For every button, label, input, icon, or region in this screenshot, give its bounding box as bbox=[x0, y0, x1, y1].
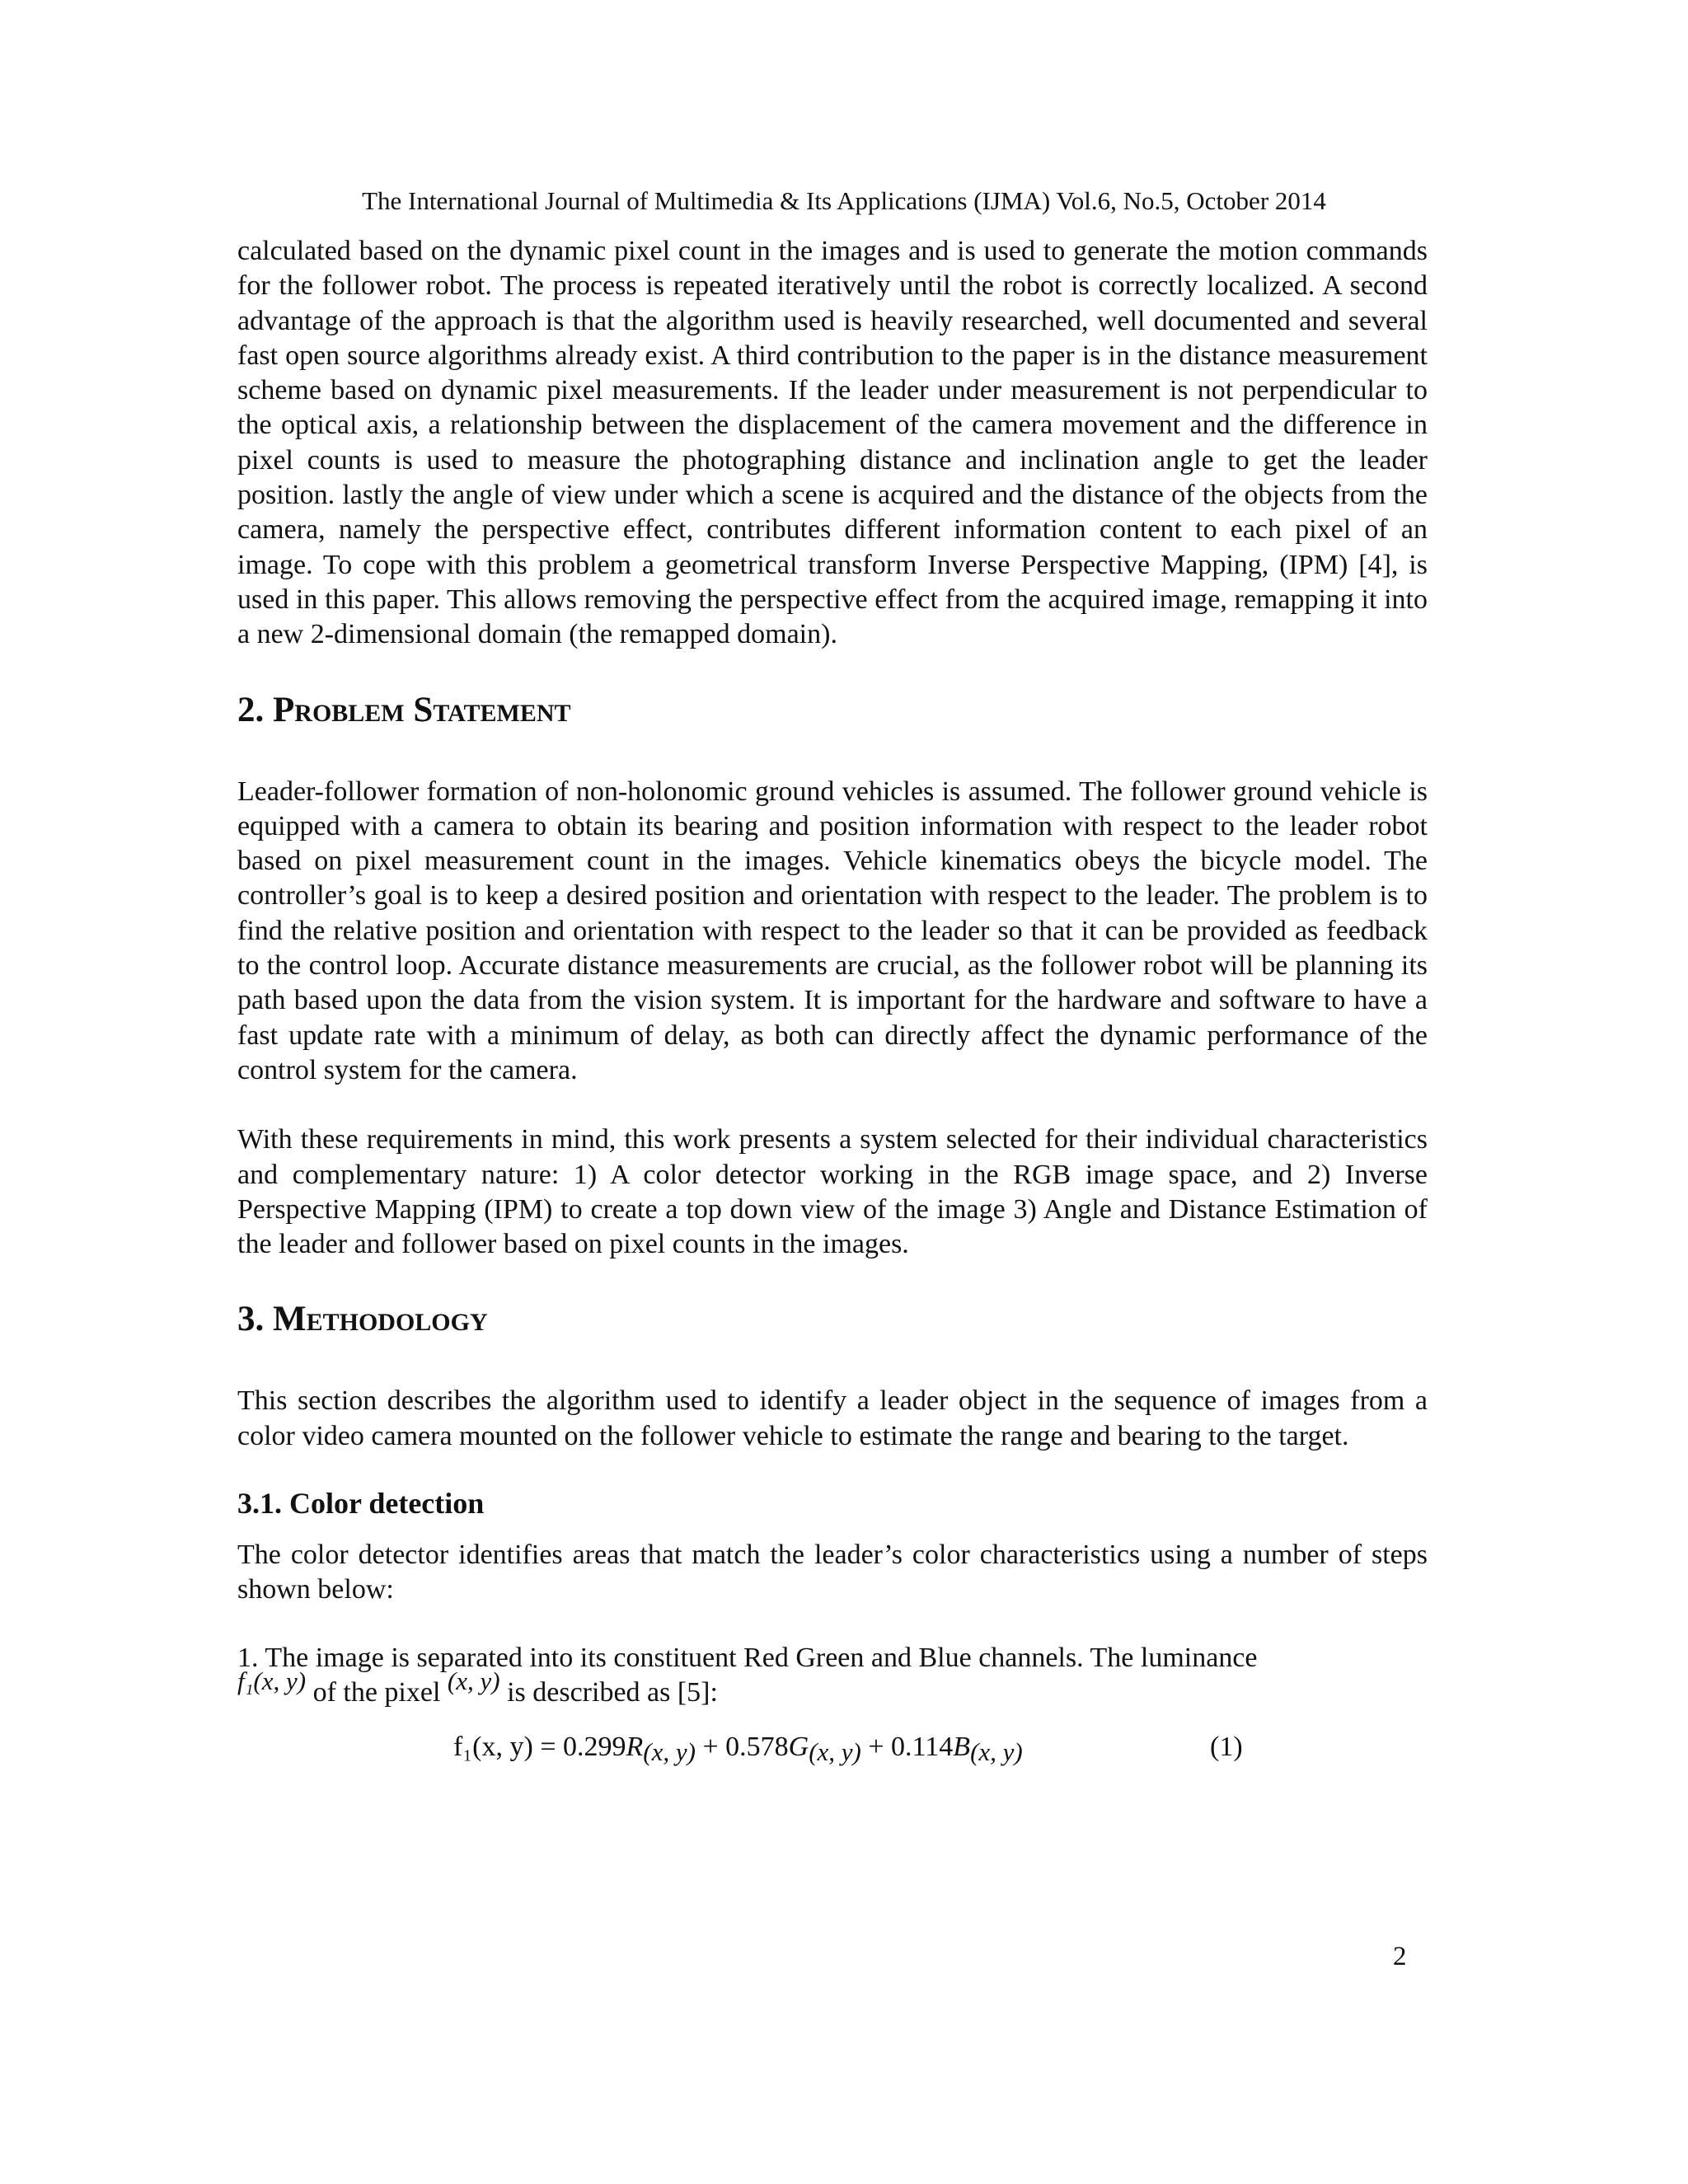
equation-number: (1) bbox=[1210, 1732, 1243, 1763]
color-detection-intro: The color detector identifies areas that match the leader’s color characteristics using a number of steps shown below: bbox=[237, 1540, 1428, 1605]
subsection-heading-color-detection: 3.1. Color detection bbox=[237, 1487, 485, 1521]
luminance-equation: f₁(x, $y) = 0.299R_{(x, y)} + 0.578G_{(x, y)} + 0.114B_{(x, y)}$ bbox=[453, 1732, 1023, 1767]
intro-continuation-paragraph: calculated based on the dynamic pixel count in the images and is used to generate the motion commands for the follower robot. The process is repeated iteratively until the robot is correctly localized. A second advantage of the approach is that the algorithm used is heavily researched, well documented and several fast open source algorithms already exist. A third contribution to the paper is in the distance measurement scheme based on dynamic pixel measurements. If the leader under measurement is not perpendicular to the optical axis, a relationship between the displacement of the camera movement and the difference in pixel counts is used to measure the photographing distance and inclination angle to get the leader position. lastly the angle of view under which a scene is acquired and the distance of the objects from the camera, namely the perspective effect, contributes different information content to each pixel of an image. To cope with this problem a geometrical transform Inverse Perspective Mapping, (IPM) [4], is used in this paper. This allows removing the perspective effect from the acquired image, remapping it into a new 2-dimensional domain (the remapped domain). bbox=[237, 236, 1428, 650]
luminance-symbol: f₁(x, y) bbox=[237, 1666, 307, 1695]
section-heading-problem-statement: 2. Problem Statement bbox=[237, 690, 571, 729]
body-column bbox=[237, 234, 1428, 1797]
section-number: 2. bbox=[237, 690, 265, 729]
page-number: 2 bbox=[1393, 1942, 1407, 1971]
color-detection-step-1: 1. The image is separated into its constituent Red Green and Blue channels. The luminance f₁(x, y) of the pixel (x, y) is described as [5]: bbox=[237, 1642, 1258, 1708]
methodology-paragraph: This section describes the algorithm used to identify a leader object in the sequence of images from a color video camera mounted on the follower vehicle to estimate the range and bearing to the target. bbox=[237, 1385, 1428, 1451]
section-number: 3. bbox=[237, 1300, 265, 1339]
equation-1 bbox=[237, 1732, 1428, 1797]
problem-statement-paragraph-1: Leader-follower formation of non-holonomic ground vehicles is assumed. The follower ground vehicle is equipped with a camera to obtain its bearing and position information with respect to the leader robot based on pixel measurement count in the images. Vehicle kinematics obeys the bicycle model. The controller’s goal is to keep a desired position and orientation with respect to the leader. The problem is to find the relative position and orientation with respect to the leader so that it can be provided as feedback to the control loop. Accurate distance measurements are crucial, as the follower robot will be planning its path based upon the data from the vision system. It is important for the hardware and software to have a fast update rate with a minimum of delay, as both can directly affect the dynamic performance of the control system for the camera. bbox=[237, 776, 1428, 1085]
section-heading-methodology: 3. Methodology bbox=[237, 1300, 488, 1339]
running-header: The International Journal of Multimedia & Its Applications (IJMA) Vol.6, No.5, October 2014 bbox=[362, 186, 1326, 215]
problem-statement-paragraph-2: With these requirements in mind, this work presents a system selected for their individual characteristics and complementary nature: 1) A color detector working in the RGB image space, and 2) Inverse Perspective Mapping (IPM) to create a top down view of the image 3) Angle and Distance Estimation of the leader and follower based on pixel counts in the images. bbox=[237, 1124, 1428, 1260]
pixel-coordinate-symbol: (x, y) bbox=[447, 1666, 500, 1695]
